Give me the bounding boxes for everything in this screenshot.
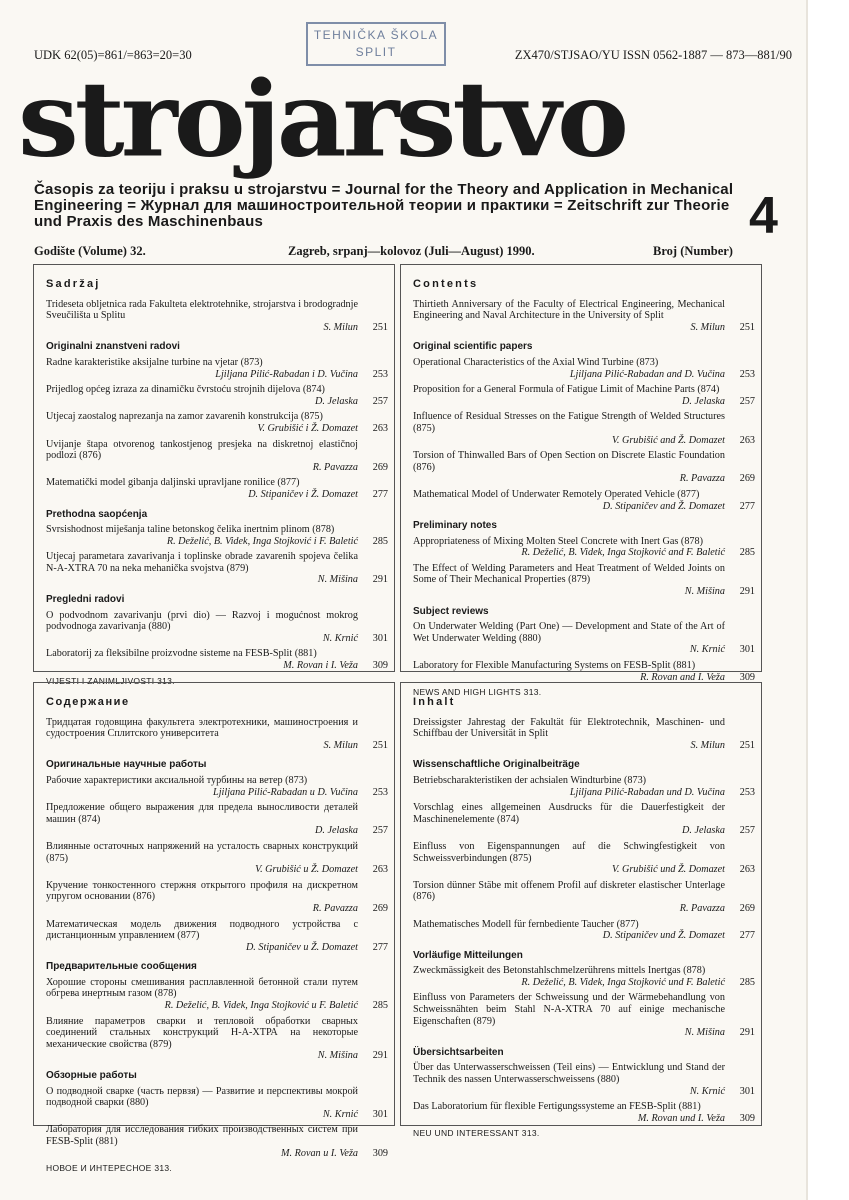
entry-title: Влиянные остаточных напряжений на усталость сварных конструкций (875) [46,840,358,864]
toc-entry [46,524,388,547]
entry-text-block [46,551,358,586]
entry-text-block [46,299,358,334]
entry-title: Utjecaj parametara zavarivanja i toplinske obrade zavarenih spojeva čelika N-A-XTRA 70 na neka mehanička svojstva (879) [46,551,358,574]
toc-entry [46,977,388,1012]
toc-german [400,682,762,1139]
entry-text-block [46,357,358,380]
entry-author: N. Krnić [322,632,358,644]
entry-title: Laboratorij za fleksibilne proizvodne sisteme na FESB-Split (881) [46,648,317,660]
entry-title: Trideseta obljetnica rada Fakulteta elektrotehnike, strojarstva i brodogradnje Sveučilišta u Splitu [46,298,358,322]
entry-text-block [46,880,358,915]
section-title: Preliminary notes [413,520,497,532]
entry-title: Хорошие стороны смешивания расплавленной бетонной стали путем обгрева инертным газом (878) [46,976,358,1000]
volume-label: Godište (Volume) 32. [34,244,146,258]
toc-entry [413,1101,755,1124]
news-line: NEWS AND HIGH LIGHTS 313. [413,687,542,698]
toc-entry [413,384,755,407]
entry-page-number: 301 [372,1108,388,1120]
entry-title: Einfluss von Parameters der Schweissung und der Wärmebehandlung von Schweissnähten beim Stahl N-A-XTRA 70 auf einige mechanische Eigenschaften (879) [413,992,725,1027]
entry-author: S. Milun [690,321,725,333]
entry-page-number: 251 [372,321,388,333]
issue-number: 4 [749,187,778,245]
entry-title: The Effect of Welding Parameters and Heat Treatment of Welded Joints on Some of Their Mechanical Properties (879) [413,562,725,586]
entry-text-block [413,965,725,988]
entry-author: N. Krnić [689,1085,725,1097]
section-title: Übersichtsarbeiten [413,1046,504,1058]
entry-author: N. Krnić [689,644,725,656]
entry-page-number: 285 [739,547,755,559]
entry-author: D. Stipaničev and Ž. Domazet [602,500,725,512]
entry-text-block [413,621,725,656]
entry-text-block [413,775,725,798]
toc-entry [46,477,388,500]
entry-page-number: 291 [739,1027,755,1039]
entry-title: Рабочие характеристики аксиальной турбины на ветер (873) [46,774,308,786]
entry-author: N. Mišina [684,586,725,598]
entry-author: D. Jelaska [315,395,358,407]
entry-page-number: 285 [739,976,755,988]
toc-entry [413,536,755,559]
entry-author: D. Jelaska [315,825,358,837]
entry-title: Radne karakteristike aksijalne turbine na vjetar (873) [46,356,263,368]
entry-text-block [46,717,358,752]
toc-entry [46,1124,388,1159]
entry-text-block [413,802,725,837]
entry-title: Proposition for a General Formula of Fatigue Limit of Machine Parts (874) [413,384,720,396]
section-title: Original scientific papers [413,341,533,353]
toc-entry [46,1016,388,1062]
entry-text-block [413,450,725,485]
toc-entry [46,384,388,407]
toc-croatian [33,264,395,686]
entry-page-number: 277 [372,941,388,953]
toc-entry [413,775,755,798]
toc-entry [413,621,755,656]
entry-page-number: 277 [739,500,755,512]
entry-page-number: 269 [739,902,755,914]
section-title: Vorläufige Mitteilungen [413,949,523,961]
entry-author: M. Rovan и I. Veža [281,1147,358,1159]
entry-title: Dreissigster Jahrestag der Fakultät für Elektrotechnik, Maschinen- und Schiffbau der Universität in Split [413,716,725,740]
toc-entry [413,919,755,942]
entry-page-number: 309 [372,1147,388,1159]
toc-entry [413,450,755,485]
entry-page-number: 253 [739,368,755,380]
section-title: Pregledni radovi [46,594,125,606]
toc-entry [413,411,755,446]
toc-entry [46,841,388,876]
entry-title: Operational Characteristics of the Axial Wind Turbine (873) [413,356,659,368]
scan-margin [808,0,849,1200]
section-title: Оригинальные научные работы [46,759,207,771]
entry-title: Prijedlog općeg izraza za dinamičku čvrstoću strojnih dijelova (874) [46,384,325,396]
entry-title: Torsion dünner Stäbe mit offenem Profil auf diskreter elastischer Unterlage (876) [413,879,725,903]
entry-title: Utjecaj zaostalog naprezanja na zamor zavarenih konstrukcija (875) [46,411,323,423]
toc-entry [46,1086,388,1121]
entry-author: Ljiljana Pilić-Rabadan i D. Vučina [215,368,358,380]
entry-page-number: 263 [372,864,388,876]
entry-title: Einfluss von Eigenspannungen auf die Schwingfestigkeit von Schweissverbindungen (875) [413,840,725,864]
entry-author: V. Grubišić and Ž. Domazet [611,434,725,446]
entry-page-number: 251 [739,321,755,333]
entry-text-block [413,536,725,559]
toc-entry [46,551,388,586]
entry-title: Das Laboratorium für flexible Fertigungssysteme an FESB-Split (881) [413,1101,701,1113]
entry-text-block [413,299,725,334]
entry-page-number: 253 [739,786,755,798]
entry-author: R. Deželić, B. Videk, Inga Stojković i F. Baletić [166,535,358,547]
entry-page-number: 277 [372,488,388,500]
toc-heading: Sadržaj [46,278,101,290]
journal-subtitle: Časopis za teoriju i praksu u strojarstvu = Journal for the Theory and Application in Mechanical Engineering = Журнал для машиностроительной теории и практики = Zeitschrift zur Theorie und Praxis des Maschinenbaus [34,181,734,230]
section-title: Wissenschaftliche Originalbeiträge [413,759,580,771]
toc-entry [46,610,388,645]
entry-author: R. Pavazza [679,902,725,914]
entry-author: D. Stipaničev und Ž. Domazet [602,930,725,942]
toc-entry [413,563,755,598]
entry-title: Betriebscharakteristiken der achsialen Windturbine (873) [413,774,647,786]
toc-entry [46,357,388,380]
entry-title: Thirtieth Anniversary of the Faculty of Electrical Engineering, Mechanical Engineering and Naval Architecture in the University of Split [413,298,725,322]
entry-author: R. Deželić, B. Videk, Inga Stojković и F. Baletić [164,1000,358,1012]
entry-title: Zweckmässigkeit des Betonstahlschmelzerührens mittels Inertgas (878) [413,965,706,977]
entry-page-number: 257 [739,395,755,407]
entry-author: R. Deželić, B. Videk, Inga Stojković und F. Baletić [521,976,725,988]
entry-author: S. Milun [323,739,358,751]
entry-title: Matematički model gibanja daljinski upravljane ronilice (877) [46,477,300,489]
entry-page-number: 251 [739,739,755,751]
entry-author: N. Krnić [322,1108,358,1120]
toc-entry [46,717,388,752]
entry-text-block [46,1086,358,1121]
entry-title: Влияние параметров сварки и тепловой обработки сварных соединений стальных конструкций Н-А-ХТРА на некоторые механические свойства (879) [46,1015,358,1050]
entry-text-block [413,660,725,683]
udk-code: UDK 62(05)=861/=863=20=30 [34,48,192,62]
toc-heading: Contents [413,278,479,290]
entry-title: Лаборатория для исследования гибких производственных систем при FESB-Split (881) [46,1124,358,1147]
entry-page-number: 301 [372,632,388,644]
toc-entry [46,439,388,474]
entry-title: Appropriateness of Mixing Molten Steel Concrete with Inert Gas (878) [413,535,703,547]
section-title: Subject reviews [413,605,489,617]
entry-text-block [413,411,725,446]
entry-page-number: 263 [739,864,755,876]
entry-author: R. Rovan and I. Veža [640,671,725,683]
toc-entry [413,357,755,380]
entry-page-number: 269 [372,902,388,914]
entry-author: S. Milun [323,321,358,333]
toc-english [400,264,762,698]
section-title: Обзорные работы [46,1070,137,1082]
entry-author: Ljiljana Pilić-Rabadan und D. Vučina [569,786,725,798]
entry-title: Vorschlag eines allgemeinen Ausdrucks für die Dauerfestigkeit der Maschinenelemente (874) [413,802,725,825]
entry-author: Ljiljana Pilić-Rabadan и D. Vučina [213,786,358,798]
entry-author: V. Grubišić и Ž. Domazet [255,864,358,876]
toc-entry [413,992,755,1038]
entry-author: M. Rovan i I. Veža [283,660,358,672]
entry-author: S. Milun [690,739,725,751]
toc-entry [413,880,755,915]
entry-text-block [413,841,725,876]
entry-author: M. Rovan und I. Veža [637,1112,725,1124]
toc-entry [46,802,388,837]
entry-text-block [46,802,358,837]
entry-author: D. Stipaničev и Ž. Domazet [245,941,358,953]
entry-page-number: 257 [372,825,388,837]
entry-page-number: 257 [739,825,755,837]
entry-text-block [46,439,358,474]
entry-page-number: 291 [739,586,755,598]
entry-page-number: 285 [372,535,388,547]
entry-title: On Underwater Welding (Part One) — Development and State of the Art of Wet Underwater Welding (880) [413,621,725,644]
toc-heading: Содержание [46,696,130,708]
entry-text-block [413,992,725,1038]
entry-page-number: 251 [372,739,388,751]
entry-author: Ljiljana Pilić-Rabadan and D. Vučina [569,368,725,380]
entry-text-block [46,919,358,954]
toc-entry [413,1062,755,1097]
toc-russian [33,682,395,1174]
entry-page-number: 269 [739,473,755,485]
entry-text-block [46,1016,358,1062]
issue-date: Zagreb, srpanj—kolovoz (Juli—August) 1990. [288,244,535,258]
toc-entry [413,299,755,334]
entry-page-number: 253 [372,368,388,380]
entry-text-block [46,384,358,407]
toc-entry [46,775,388,798]
entry-page-number: 269 [372,461,388,473]
entry-title: Mathematical Model of Underwater Remotely Operated Vehicle (877) [413,488,700,500]
entry-page-number: 309 [739,1112,755,1124]
toc-entry [46,919,388,954]
masthead-title: strojarstvo [18,59,626,181]
entry-text-block [413,1062,725,1097]
entry-author: N. Mišina [317,1050,358,1062]
entry-page-number: 291 [372,574,388,586]
entry-author: N. Mišina [317,574,358,586]
section-title: Originalni znanstveni radovi [46,341,180,353]
entry-page-number: 257 [372,395,388,407]
entry-text-block [46,841,358,876]
entry-author: N. Mišina [684,1027,725,1039]
entry-title: Svrsishodnost miješanja taline betonskog čelika inertnim plinom (878) [46,524,335,536]
entry-author: V. Grubišić i Ž. Domazet [257,422,358,434]
entry-author: R. Pavazza [312,461,358,473]
issn-code: ZX470/STJSAO/YU ISSN 0562-1887 — 873—881/90 [514,48,792,62]
entry-text-block [46,610,358,645]
section-title: Предварительные сообщения [46,961,197,973]
toc-entry [46,411,388,434]
entry-author: R. Pavazza [679,473,725,485]
news-line: НОВОЕ И ИНТЕРЕСНОЕ 313. [46,1163,173,1174]
entry-text-block [413,1101,725,1124]
entry-text-block [46,1124,358,1159]
entry-title: Über das Unterwasserschweissen (Teil eins) — Entwicklung und Stand der Technik des nassen Unterwasserschweissens (880) [413,1062,725,1086]
entry-page-number: 263 [739,434,755,446]
entry-page-number: 285 [372,1000,388,1012]
section-title: Prethodna saopćenja [46,508,148,520]
entry-author: R. Deželić, B. Videk, Inga Stojković and F. Baletić [521,547,725,559]
entry-author: V. Grubišić und Ž. Domazet [611,864,725,876]
toc-entry [46,648,388,671]
entry-title: Torsion of Thinwalled Bars of Open Section on Discrete Elastic Foundation (876) [413,450,725,473]
entry-author: R. Pavazza [312,902,358,914]
entry-title: Кручение тонкостенного стержня открытого профиля на дискретном упругом основании (876) [46,879,358,903]
toc-entry [46,880,388,915]
news-line: NEU UND INTERESSANT 313. [413,1128,540,1139]
entry-text-block [413,880,725,915]
news-line: VIJESTI I ZANIMLJIVOSTI 313. [46,675,175,686]
entry-text-block [413,563,725,598]
entry-title: Influence of Residual Stresses on the Fatigue Strength of Welded Structures (875) [413,411,725,434]
entry-author: D. Stipaničev i Ž. Domazet [248,488,358,500]
entry-author: D. Jelaska [682,395,725,407]
entry-title: O podvodnom zavarivanju (prvi dio) — Razvoj i mogućnost mokrog podvodnoga zavarivanja (880) [46,609,358,633]
entry-page-number: 309 [739,671,755,683]
entry-page-number: 253 [372,786,388,798]
entry-text-block [413,717,725,752]
entry-page-number: 301 [739,1085,755,1097]
entry-page-number: 309 [372,660,388,672]
entry-text-block [46,411,358,434]
entry-title: Laboratory for Flexible Manufacturing Systems on FESB-Split (881) [413,660,696,672]
entry-text-block [46,648,358,671]
entry-title: Uvijanje štapa otvorenog tankostjenog presjeka na diskretnoj elastičnoj podlozi (876) [46,438,358,462]
entry-title: Тридцатая годовщина факультета электротехники, машиностроения и судостроения Сплитского университета [46,716,358,740]
entry-title: Mathematisches Modell für fernbediente Taucher (877) [413,918,639,930]
stamp-line-2: SPLIT [355,45,397,59]
entry-text-block [46,524,358,547]
entry-title: Предложение общего выражения для предела выносливости деталей машин (874) [46,802,358,825]
toc-entry [413,841,755,876]
entry-text-block [46,775,358,798]
toc-entry [46,299,388,334]
entry-text-block [413,919,725,942]
toc-entry [413,802,755,837]
toc-entry [413,489,755,512]
entry-page-number: 301 [739,644,755,656]
entry-author: D. Jelaska [682,825,725,837]
entry-page-number: 291 [372,1050,388,1062]
entry-text-block [413,489,725,512]
toc-entry [413,660,755,683]
entry-page-number: 277 [739,930,755,942]
stamp-line-1: TEHNIČKA ŠKOLA [313,28,439,42]
entry-title: О подводной сварке (часть первзя) — Развитие и перспективы мокрой подводной сварки (880) [46,1085,358,1109]
entry-page-number: 263 [372,422,388,434]
entry-title: Математическая модель движения подводного устройства с дистанционным управлением (877) [46,918,358,942]
entry-text-block [46,477,358,500]
entry-text-block [46,977,358,1012]
toc-heading: Inhalt [413,696,456,708]
number-label: Broj (Number) [653,244,733,258]
toc-entry [413,965,755,988]
toc-entry [413,717,755,752]
entry-text-block [413,384,725,407]
entry-text-block [413,357,725,380]
